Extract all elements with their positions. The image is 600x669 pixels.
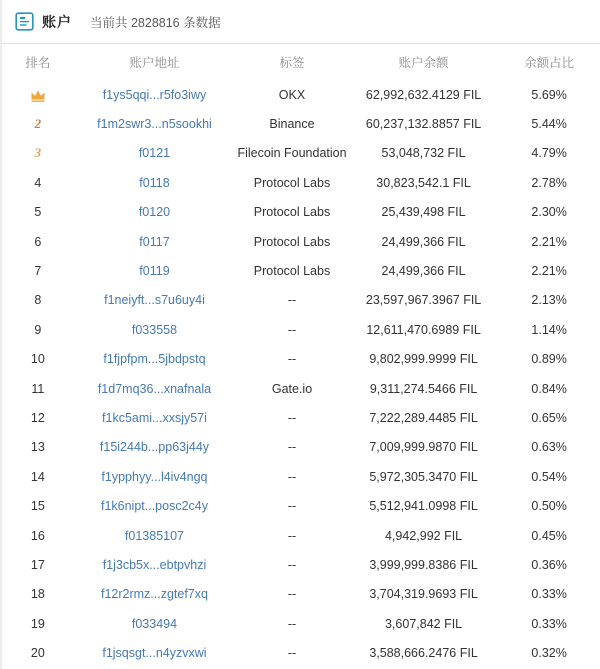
address-cell (74, 352, 235, 366)
balance-cell: 24,499,366 FIL (381, 234, 466, 249)
rank-cell (2, 205, 74, 219)
table-row (2, 462, 600, 491)
address-cell (74, 558, 235, 572)
account-address-link[interactable]: f033558 (131, 322, 178, 337)
rank-cell (2, 499, 74, 513)
label-cell: -- (287, 293, 297, 308)
account-address-link[interactable]: f1fjpfpm...5jbdpstq (103, 352, 206, 367)
table-row (2, 580, 600, 609)
address-cell (74, 117, 235, 131)
table-row (2, 433, 600, 462)
rank-number: 17 (30, 557, 45, 572)
medal-2-icon: 2 (34, 116, 42, 132)
medal-3-icon: 3 (34, 145, 42, 161)
address-cell (74, 293, 235, 307)
table-row (2, 168, 600, 197)
rank-number: 8 (34, 293, 42, 308)
table-row (2, 139, 600, 168)
account-address-link[interactable]: f0118 (139, 175, 170, 190)
column-header-balance: 账户余额 (398, 56, 449, 70)
address-cell (74, 587, 235, 601)
address-cell (74, 470, 235, 484)
label-cell: Protocol Labs (253, 205, 331, 220)
table-row (2, 403, 600, 432)
label-cell: -- (287, 557, 297, 572)
table-row (2, 550, 600, 579)
rank-cell (2, 264, 74, 278)
balance-cell: 4,942,992 FIL (384, 528, 463, 543)
rank-number: 19 (30, 616, 45, 631)
address-cell (74, 235, 235, 249)
rank-cell (2, 411, 74, 425)
rank-number: 7 (34, 264, 42, 279)
balance-cell: 9,802,999.9999 FIL (369, 352, 478, 367)
record-count-text: 当前共 2828816 条数据 (90, 15, 221, 30)
balance-cell: 3,607,842 FIL (384, 616, 463, 631)
balance-cell: 53,048,732 FIL (381, 146, 466, 161)
account-address-link[interactable]: f033494 (131, 616, 178, 631)
share-cell: 2.30% (531, 205, 567, 220)
table-row (2, 521, 600, 550)
account-address-link[interactable]: f01385107 (124, 528, 185, 543)
label-cell: -- (287, 352, 297, 367)
rank-number: 11 (31, 381, 45, 396)
rank-number: 5 (34, 205, 42, 220)
account-address-link[interactable]: f1kc5ami...xxsjy57i (102, 410, 207, 425)
share-cell: 0.33% (531, 587, 567, 602)
address-cell (74, 205, 235, 219)
account-address-link[interactable]: f0120 (138, 205, 171, 220)
balance-cell: 25,439,498 FIL (381, 205, 466, 220)
rank-cell (2, 146, 74, 160)
address-cell (74, 646, 235, 660)
rank-cell (2, 323, 74, 337)
rank-cell (2, 176, 74, 190)
balance-cell: 3,704,319.9693 FIL (369, 587, 478, 602)
balance-cell: 60,237,132.8857 FIL (365, 117, 482, 132)
balance-cell: 5,972,305.3470 FIL (369, 469, 478, 484)
rank-cell (2, 646, 74, 660)
page-titlebar (2, 0, 600, 44)
address-cell (74, 529, 235, 543)
balance-cell: 5,512,941.0998 FIL (369, 499, 478, 514)
share-cell: 0.84% (531, 381, 567, 396)
label-cell: Protocol Labs (253, 175, 331, 190)
table-row (2, 374, 600, 403)
rank-cell (2, 88, 74, 102)
rank-number: 16 (30, 528, 45, 543)
rank-cell (2, 293, 74, 307)
balance-cell: 7,009,999.9870 FIL (369, 440, 478, 455)
share-cell: 2.21% (531, 264, 567, 279)
rank-cell (2, 352, 74, 366)
label-cell: -- (287, 616, 297, 631)
share-cell: 4.79% (531, 146, 567, 161)
label-cell: Protocol Labs (253, 234, 331, 249)
rank-cell (2, 587, 74, 601)
share-cell: 5.44% (531, 117, 567, 132)
share-cell: 2.78% (531, 175, 567, 190)
share-cell: 1.14% (531, 322, 567, 337)
rank-number: 12 (30, 410, 45, 425)
share-cell: 0.36% (531, 557, 567, 572)
table-row (2, 256, 600, 285)
label-cell: Filecoin Foundation (237, 146, 347, 161)
label-cell: -- (287, 499, 297, 514)
address-cell (74, 323, 235, 337)
share-cell: 5.69% (531, 87, 567, 102)
balance-cell: 12,611,470.6989 FIL (366, 322, 481, 337)
rank-cell (2, 235, 74, 249)
balance-cell: 23,597,967.3967 FIL (365, 293, 482, 308)
share-cell: 0.89% (531, 352, 567, 367)
label-cell: OKX (278, 87, 306, 102)
account-address-link[interactable]: f1jsqsgt...n4yzvxwi (102, 646, 207, 661)
share-cell: 0.45% (531, 528, 567, 543)
table-row (2, 638, 600, 667)
rank-cell (2, 440, 74, 454)
label-cell: -- (287, 469, 297, 484)
rank-number: 4 (34, 175, 42, 190)
share-cell: 0.32% (531, 646, 567, 661)
table-row (2, 491, 600, 520)
table-row (2, 609, 600, 638)
label-cell: -- (287, 528, 297, 543)
account-address-link[interactable]: f1k6nipt...posc2c4y (100, 499, 208, 514)
share-cell: 0.54% (531, 469, 567, 484)
table-row (2, 286, 600, 315)
label-cell: Binance (269, 117, 315, 132)
table-header-row (2, 44, 600, 80)
balance-cell: 24,499,366 FIL (381, 264, 466, 279)
column-header-address: 账户地址 (129, 56, 180, 70)
rank-number: 20 (30, 646, 45, 661)
rank-cell (2, 558, 74, 572)
label-cell: -- (287, 587, 297, 602)
rank-cell (2, 382, 74, 396)
share-cell: 0.63% (531, 440, 567, 455)
address-cell (74, 440, 235, 454)
address-cell (74, 617, 235, 631)
account-address-link[interactable]: f1neiyft...s7u6uy4i (104, 293, 205, 308)
account-address-link[interactable]: f15i244b...pp63j44y (99, 440, 210, 455)
rank-cell (2, 617, 74, 631)
crown-icon (30, 89, 46, 102)
column-header-label: 标签 (279, 56, 305, 70)
table-body (2, 80, 600, 668)
address-cell (74, 499, 235, 513)
share-cell: 2.21% (531, 234, 567, 249)
label-cell: Gate.io (271, 381, 313, 396)
address-cell (74, 88, 235, 102)
share-cell: 2.13% (531, 293, 567, 308)
account-list-icon (14, 12, 34, 32)
balance-cell: 7,222,289.4485 FIL (369, 410, 478, 425)
label-cell: -- (287, 410, 297, 425)
account-address-link[interactable]: f0121 (138, 146, 171, 161)
rank-number: 14 (30, 469, 45, 484)
address-cell (74, 411, 235, 425)
table-row (2, 198, 600, 227)
account-address-link[interactable]: f1m2swr3...n5sookhi (97, 117, 212, 132)
account-address-link[interactable]: f12r2rmz...zgtef7xq (100, 587, 208, 602)
share-cell: 0.50% (531, 499, 567, 514)
address-cell (74, 146, 235, 160)
rank-cell (2, 470, 74, 484)
column-header-share: 余额占比 (524, 56, 575, 70)
account-address-link[interactable]: f0117 (139, 234, 170, 249)
account-address-link[interactable]: f1d7mq36...xnafnala (97, 381, 212, 396)
table-row (2, 345, 600, 374)
account-address-link[interactable]: f1ys5qqi...r5fo3iwy (102, 87, 207, 102)
table-row (2, 109, 600, 138)
address-cell (74, 176, 235, 190)
rank-number: 10 (30, 352, 45, 367)
account-address-link[interactable]: f1j3cb5x...ebtpvhzi (102, 557, 207, 572)
address-cell (74, 382, 235, 396)
table-row (2, 315, 600, 344)
column-header-rank: 排名 (25, 56, 51, 70)
rank-number: 13 (30, 440, 45, 455)
account-address-link[interactable]: f1ypphyy...l4iv4ngq (101, 469, 208, 484)
label-cell: Protocol Labs (253, 264, 331, 279)
rank-number: 6 (34, 234, 42, 249)
rank-cell (2, 117, 74, 131)
share-cell: 0.33% (531, 616, 567, 631)
label-cell: -- (287, 322, 297, 337)
balance-cell: 3,588,666.2476 FIL (369, 646, 478, 661)
account-address-link[interactable]: f0119 (139, 264, 170, 279)
balance-cell: 62,992,632.4129 FIL (365, 87, 482, 102)
share-cell: 0.65% (531, 410, 567, 425)
rank-cell (2, 529, 74, 543)
rank-number: 9 (34, 322, 42, 337)
table-row (2, 80, 600, 109)
balance-cell: 3,999,999.8386 FIL (369, 557, 478, 572)
balance-cell: 30,823,542.1 FIL (376, 175, 471, 190)
rank-number: 18 (30, 587, 45, 602)
label-cell: -- (287, 440, 297, 455)
label-cell: -- (287, 646, 297, 661)
rank-number: 15 (30, 499, 45, 514)
address-cell (74, 264, 235, 278)
table-row (2, 227, 600, 256)
balance-cell: 9,311,274.5466 FIL (369, 381, 478, 396)
page-title: 账户 (42, 13, 72, 30)
